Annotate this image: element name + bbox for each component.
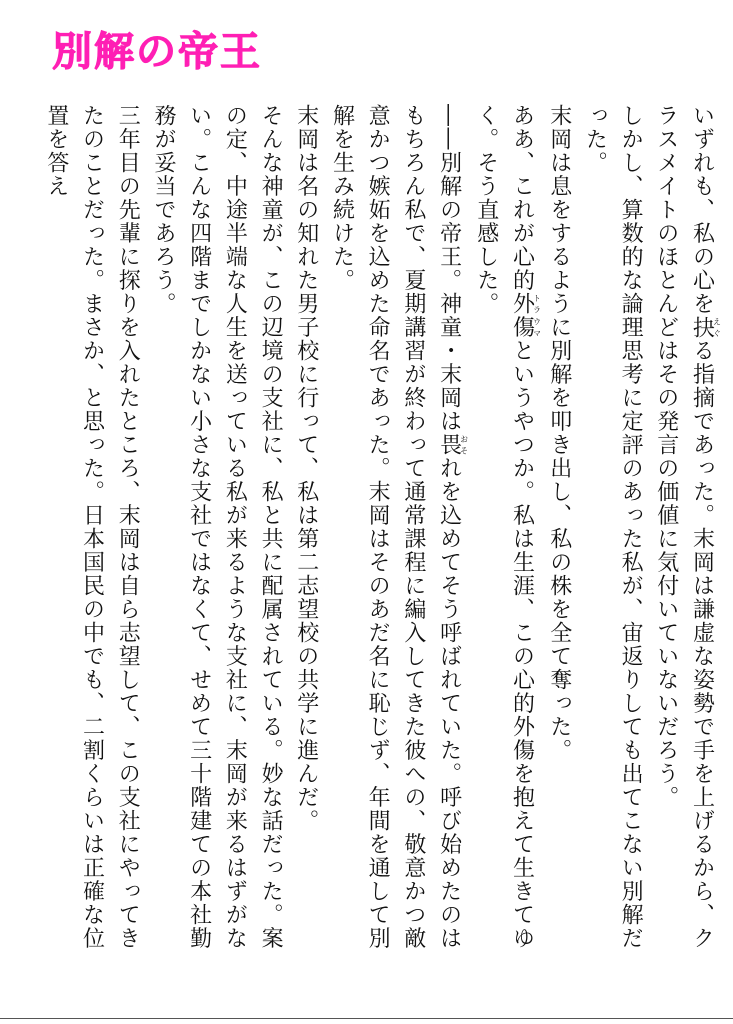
paragraph: そんな神童が、この辺境の支社に、私と共に配属されている。妙な話だった。案の定、中途半端な人生を送っている私が来るような支社に、末岡が来るはずがない。こんな四階までしかない小さな支社ではなくて、せめて三十階建ての本社勤務が妥当であろう。	[150, 104, 284, 950]
paragraph: 末岡は息をするように別解を叩き出し、私の株を全て奪った。	[546, 104, 572, 762]
page-title: 別解の帝王	[52, 29, 262, 75]
ruby-annotation: 外傷トラウマ	[509, 292, 542, 339]
paragraph: 三年目の先輩に探りを入れたところ、末岡は自ら志望して、この支社にやってきたのことだった。まさか、と思った。日本国民の中でも、二割くらいは正確な位置を答え	[43, 104, 141, 950]
paragraph: ――別解の帝王。神童・末岡は畏おそれを込めてそう呼ばれていた。呼び始めたのはもちろん私で、夏期講習が終わって通常課程に編入してきた彼への、敬意かつ敵意かつ嫉妬を込めた命名であった。末岡はそのあだ名に恥じず、年間を通して別解を生み続けた。	[329, 104, 469, 950]
paragraph: ああ、これが心的外傷トラウマというやつか。私は生涯、この心的外傷を抱えて生きてゆく。そう直感した。	[473, 104, 542, 950]
bottom-divider	[0, 1018, 733, 1019]
paragraph: 末岡は名の知れた男子校に行って、私は第二志望校の共学に進んだ。	[293, 104, 319, 833]
ruby-annotation: 抉えぐ	[689, 315, 722, 339]
paragraph: いずれも、私の心を抉えぐる指摘であった。末岡は謙虚な姿勢で手を上げるから、クラスメイトのほとんどはその発言の価値に気付いていないだろう。	[653, 104, 722, 950]
ruby-annotation: 畏おそ	[436, 433, 469, 457]
paragraph: しかし、算数的な論理思考に定評のあった私が、宙返りしても出てこない別解だった。	[582, 104, 644, 950]
body-text	[43, 104, 722, 964]
